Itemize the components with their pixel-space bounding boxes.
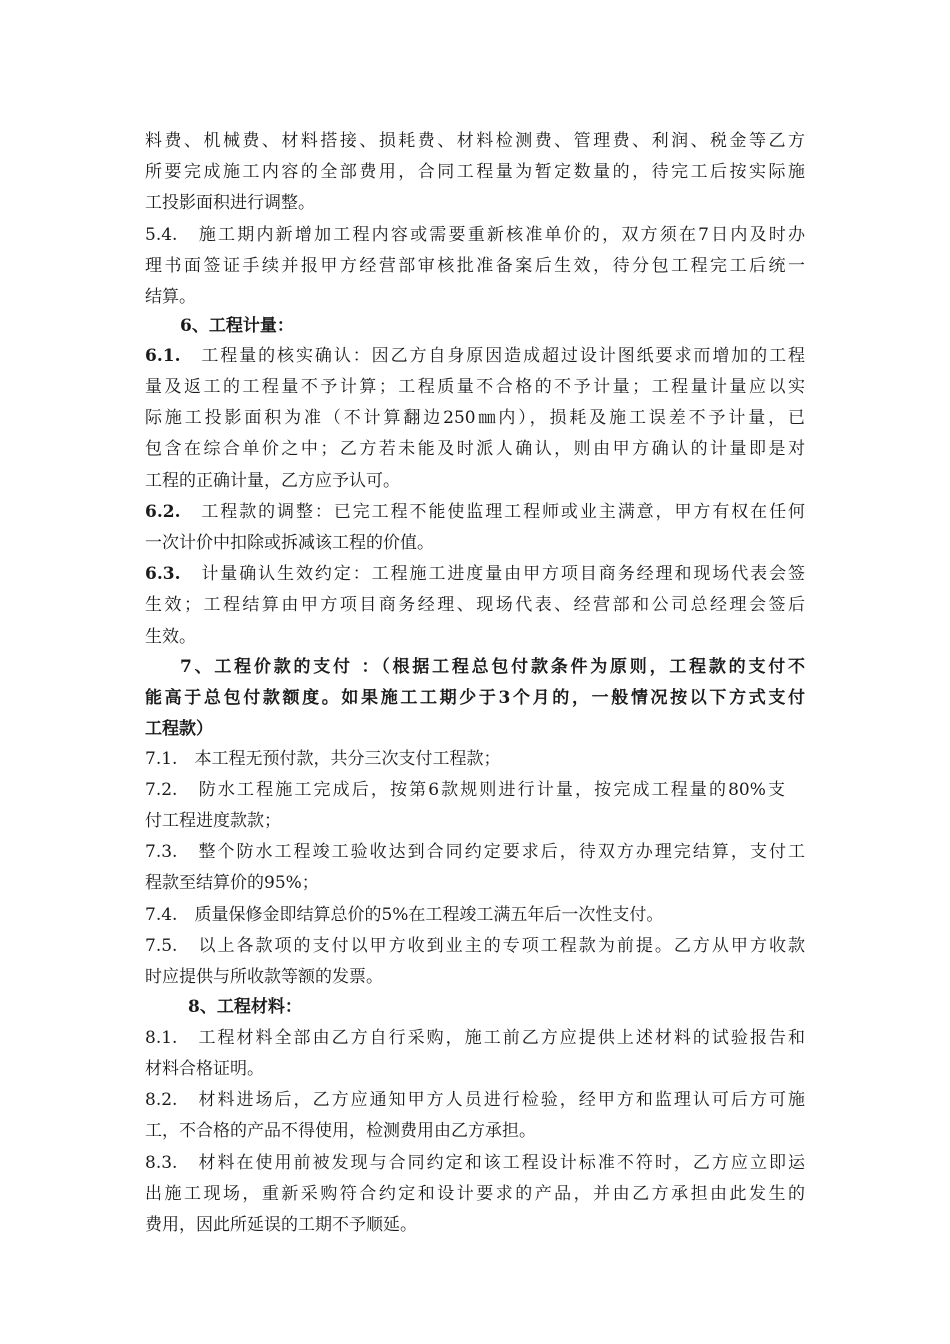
- text-line: 7.1. 本工程无预付款，共分三次支付工程款；: [145, 749, 501, 769]
- text-line: 7.2. 防水工程施工完成后，按第6款规则进行计量，按完成工程量的80%支: [145, 780, 785, 800]
- clause-number: 6.3.: [145, 564, 181, 584]
- clause-text: 工程款的调整：已完工程不能使监理工程师或业主满意，甲方有权在任何: [201, 502, 806, 522]
- text-line: 料费、机械费、材料搭接、损耗费、材料检测费、管理费、利润、税金等乙方: [145, 131, 805, 151]
- text-line: 结算。: [145, 287, 196, 307]
- text-line: 量及返工的工程量不予计算；工程质量不合格的不予计量；工程量计量应以实: [145, 377, 805, 397]
- section-heading: 7、工程价款的支付 ：（根据工程总包付款条件为原则，工程款的支付不: [180, 657, 805, 677]
- text-line: 生效。: [145, 627, 196, 647]
- section-heading-cont: 工程款）: [145, 719, 213, 739]
- text-line: 付工程进度款款；: [145, 811, 281, 831]
- text-line: 所要完成施工内容的全部费用，合同工程量为暂定数量的，待完工后按实际施: [145, 162, 805, 182]
- text-line: 8.2. 材料进场后，乙方应通知甲方人员进行检验，经甲方和监理认可后方可施: [145, 1090, 805, 1110]
- text-line: 5.4. 施工期内新增加工程内容或需要重新核准单价的，双方须在7日内及时办: [145, 225, 805, 245]
- clause-6-2: [145, 502, 805, 522]
- clause-text: 计量确认生效约定：工程施工进度量由甲方项目商务经理和现场代表会签: [201, 564, 806, 584]
- text-line: 材料合格证明。: [145, 1059, 264, 1079]
- clause-number: 6.1.: [145, 346, 181, 366]
- text-line: 生效；工程结算由甲方项目商务经理、现场代表、经营部和公司总经理会签后: [145, 595, 805, 615]
- text-line: 程款至结算价的95%；: [145, 873, 319, 893]
- section-heading: 8、工程材料：: [188, 997, 302, 1017]
- text-line: 包含在综合单价之中；乙方若未能及时派人确认，则由甲方确认的计量即是对: [145, 439, 805, 459]
- text-line: 时应提供与所收款等额的发票。: [145, 967, 383, 987]
- clause-6-1: [145, 346, 805, 366]
- text-line: 出施工现场，重新采购符合约定和设计要求的产品，并由乙方承担由此发生的: [145, 1184, 805, 1204]
- text-line: 7.4. 质量保修金即结算总价的5%在工程竣工满五年后一次性支付。: [145, 905, 664, 925]
- section-heading-cont: 能高于总包付款额度。如果施工工期少于3个月的，一般情况按以下方式支付: [145, 688, 805, 708]
- text-line: 工，不合格的产品不得使用，检测费用由乙方承担。: [145, 1121, 536, 1141]
- text-line: 8.1. 工程材料全部由乙方自行采购，施工前乙方应提供上述材料的试验报告和: [145, 1028, 805, 1048]
- section-heading: 6、工程计量：: [180, 316, 294, 336]
- text-line: 工程的正确计量，乙方应予认可。: [145, 471, 400, 491]
- clause-number: 6.2.: [145, 502, 181, 522]
- text-line: 理书面签证手续并报甲方经营部审核批准备案后生效，待分包工程完工后统一: [145, 256, 805, 276]
- text-line: 际施工投影面积为准（不计算翻边250㎜内），损耗及施工误差不予计量，已: [145, 408, 805, 428]
- text-line: 7.3. 整个防水工程竣工验收达到合同约定要求后，待双方办理完结算，支付工: [145, 842, 805, 862]
- text-line: 8.3. 材料在使用前被发现与合同约定和该工程设计标准不符时，乙方应立即运: [145, 1153, 805, 1173]
- clause-6-3: [145, 564, 805, 584]
- text-line: 一次计价中扣除或拆减该工程的价值。: [145, 533, 434, 553]
- clause-text: 工程量的核实确认：因乙方自身原因造成超过设计图纸要求而增加的工程: [201, 346, 806, 366]
- text-line: 7.5. 以上各款项的支付以甲方收到业主的专项工程款为前提。乙方从甲方收款: [145, 936, 805, 956]
- text-line: 工投影面积进行调整。: [145, 193, 315, 213]
- text-line: 费用，因此所延误的工期不予顺延。: [145, 1215, 417, 1235]
